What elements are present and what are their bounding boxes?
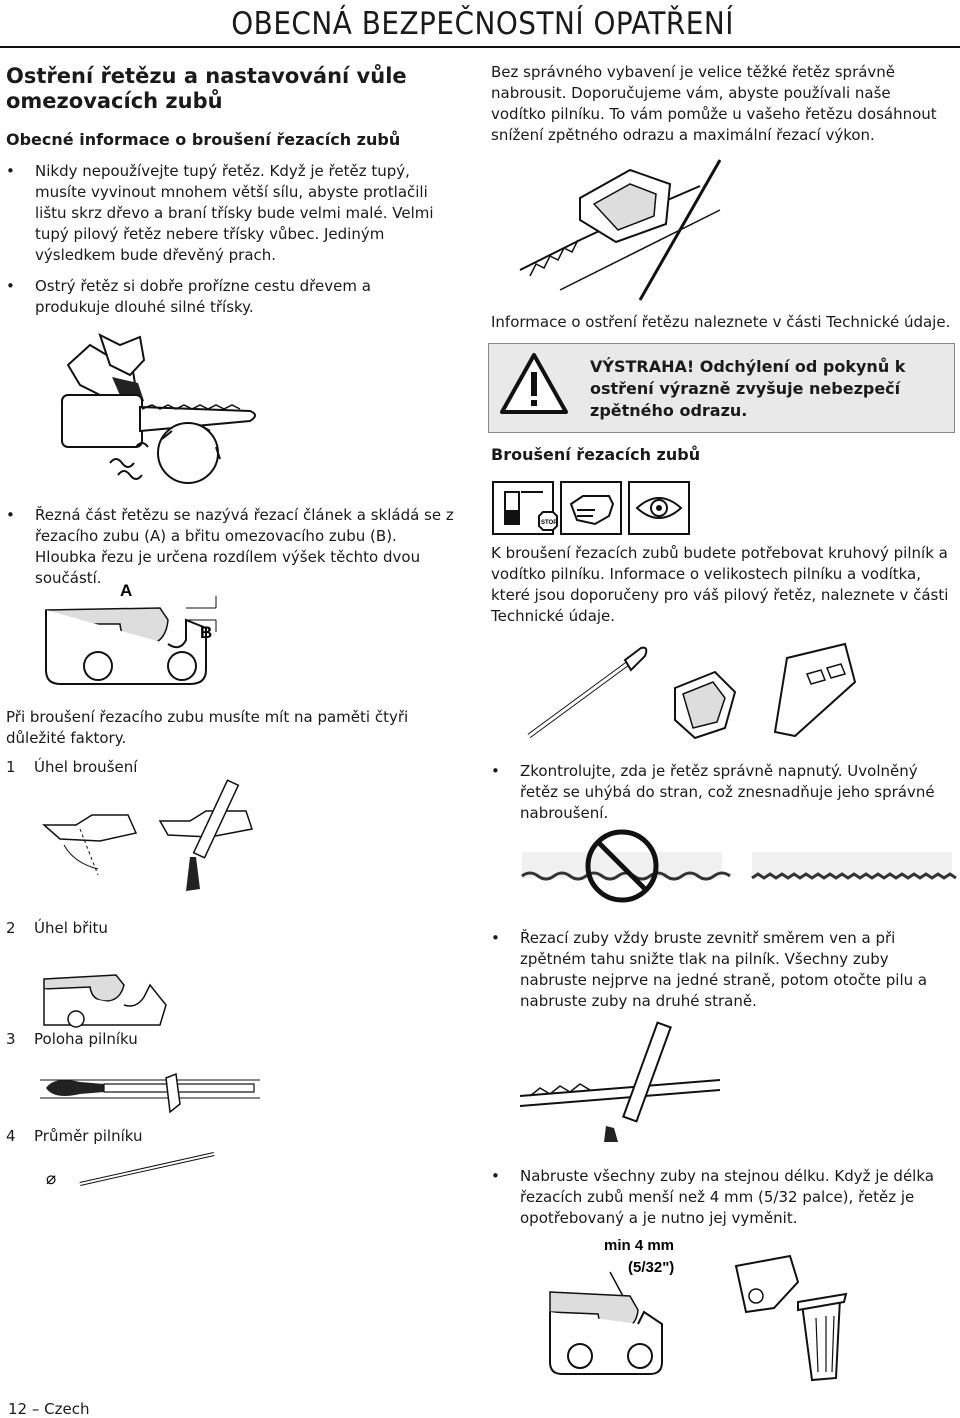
factor-row [6, 1030, 138, 1048]
min-length-inch: (5/32") [628, 1259, 675, 1276]
factor-number: 1 [6, 758, 16, 776]
label-a: A [120, 581, 133, 600]
bullet-dot: • [491, 929, 500, 947]
list-item [491, 928, 941, 1012]
page-header [0, 4, 960, 48]
bullet-text: Nabruste všechny zuby na stejnou délku. Když je délka řezacích zubů menší než 4 mm (5/32 palce), řetěz je opotřebovaný a je nutno jej vyměnit. [520, 1167, 934, 1227]
warning-box [488, 343, 955, 433]
section-subheading: Obecné informace o broušení řezacích zubů [6, 130, 401, 149]
list-item [6, 505, 456, 589]
warning-text: VÝSTRAHA! Odchýlení od pokynů k ostření výrazně zvyšuje nebezpečí zpětného odrazu. [590, 357, 906, 420]
bullet-dot: • [491, 762, 500, 780]
bullet-dot: • [6, 277, 15, 295]
bullet-text: Řezná část řetězu se nazývá řezací článek a skládá se z řezacího zubu (A) a břitu omezovacího zubu (B). Hloubka řezu je určena rozdílem výšek těchto dvou součástí. [35, 506, 454, 587]
factor-label: Poloha pilníku [34, 1030, 138, 1048]
label-b: B [200, 623, 213, 642]
factor-row [6, 758, 137, 776]
file-guide-illustration [520, 150, 730, 300]
eye-protection-icon [629, 482, 689, 534]
tools-text: K broušení řezacích zubů budete potřebovat kruhový pilník a vodítko pilníku. Informace o velikostech pilníku a vodítka, které jsou doporučeny pro váš pilový řetěz, naleznete v části Technické údaje. [491, 544, 949, 625]
header-rule [0, 46, 960, 48]
minimum-length-illustration [540, 1232, 870, 1382]
file-position-illustration [40, 1060, 260, 1120]
factor-number: 2 [6, 919, 16, 937]
page-footer: 12 – Czech [8, 1400, 90, 1418]
list-item [6, 161, 446, 266]
cutting-angle-illustration [40, 965, 180, 1035]
cutter-link-diagram [40, 580, 230, 690]
section-subheading: Broušení řezacích zubů [491, 445, 701, 464]
stop-label: STOP [541, 520, 558, 526]
info-reference: Informace o ostření řetězu naleznete v části Technické údaje. [491, 313, 951, 331]
section-heading: Ostření řetězu a nastavování vůle omezovacích zubů [6, 64, 407, 113]
bullet-dot: • [6, 506, 15, 524]
min-length-label: min 4 mm [604, 1237, 675, 1254]
bullet-text: Nikdy nepoužívejte tupý řetěz. Když je řetěz tupý, musíte vyvinout mnohem větší sílu, abyste protlačili lištu skrz dřevo a braní třísky bude velmi malé. Velmi tupý pilový řetěz nebere třísky vůbec. Jediným výsledkem bude dřevěný prach. [35, 162, 434, 264]
list-item [6, 276, 446, 318]
bullet-text: Ostrý řetěz si dobře prořízne cestu dřevem a produkuje dlouhé silné třísky. [35, 277, 371, 316]
factor-label: Průměr pilníku [34, 1127, 143, 1145]
factor-label: Úhel břitu [34, 919, 108, 937]
factor-number: 4 [6, 1127, 16, 1145]
factor-row [6, 919, 108, 937]
factor-label: Úhel broušení [34, 758, 138, 776]
chain-tension-illustration [522, 830, 952, 910]
filing-direction-illustration [520, 1022, 740, 1142]
bullet-dot: • [491, 1167, 500, 1185]
bullet-text: Řezací zuby vždy bruste zevnitř směrem ven a při zpětném tahu snižte tlak na pilník. Všechny zuby nabruste nejprve na jedné straně, potom otočte pilu a nabruste zuby na druhé straně. [520, 929, 928, 1010]
page-title: OBECNÁ BEZPEČNOSTNÍ OPATŘENÍ [231, 6, 734, 42]
bullet-text: Zkontrolujte, zda je řetěz správně napnutý. Uvolněný řetěz se uhýbá do stran, což znesnadňuje jeho správné nabroušení. [520, 762, 935, 822]
safety-icons-row [491, 480, 821, 540]
list-item [491, 761, 941, 824]
file-diameter-illustration [40, 1150, 220, 1210]
file-guide-intro: Bez správného vybavení je velice těžké řetěz správně nabrousit. Doporučujeme vám, abyste používali naše vodítko pilníku. To vám pomůže u vašeho řetězu dosáhnout snížení zpětného odrazu a maximální řezací výkon. [491, 63, 937, 144]
round-file-and-guide-illustration [525, 628, 865, 748]
glove-icon [561, 482, 621, 534]
factor-row [6, 1127, 143, 1145]
bullet-dot: • [6, 162, 15, 180]
factor-number: 3 [6, 1030, 16, 1048]
chainsaw-sharpening-illustration [40, 335, 270, 495]
list-item [491, 1166, 941, 1229]
factors-intro: Při broušení řezacího zubu musíte mít na paměti čtyři důležité faktory. [6, 708, 409, 747]
engine-off-icon [493, 482, 557, 534]
warning-triangle-icon [499, 352, 569, 416]
filing-angle-illustration [40, 775, 260, 895]
diameter-symbol: ⌀ [46, 1169, 57, 1189]
